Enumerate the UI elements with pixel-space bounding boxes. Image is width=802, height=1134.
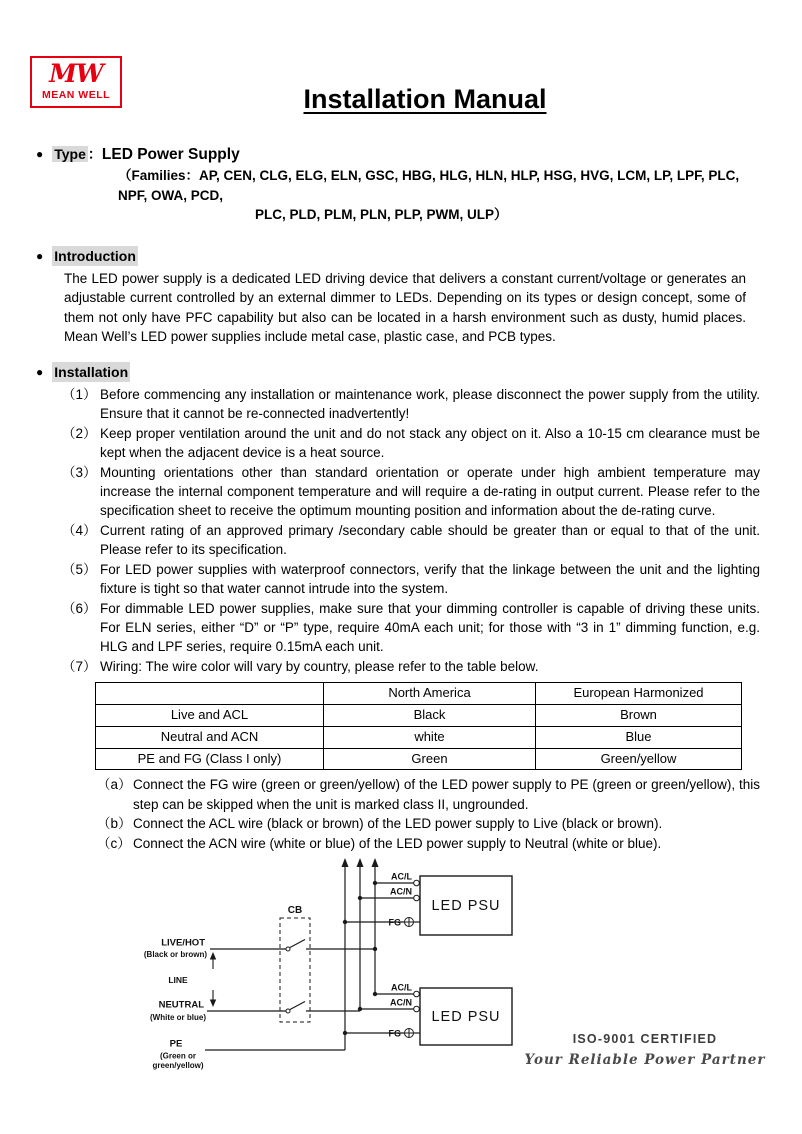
installation-items [0, 385, 802, 677]
type-section [36, 144, 802, 166]
sub-step [97, 814, 760, 833]
item-text: Wiring: The wire color will vary by country, please refer to the table below. [100, 658, 539, 674]
terminal-acl-label-1: AC/L [391, 871, 412, 882]
installation-heading-row [36, 362, 802, 382]
introduction-heading-row [36, 246, 802, 266]
pe-sublabel-2: green/yellow) [152, 1060, 204, 1070]
live-sublabel: (Black or brown) [143, 949, 207, 959]
line-voltage-arrows [210, 952, 216, 1007]
led-psu-label-1: LED PSU [431, 897, 501, 914]
meanwell-logo-brand: MEAN WELL [41, 88, 111, 101]
table-header-row [96, 683, 742, 705]
iso-certified-text: ISO-9001 CERTIFIED [572, 1032, 718, 1046]
neutral-sublabel: (White or blue) [150, 1012, 206, 1022]
terminal-fg-label-1: FG [388, 917, 401, 928]
conductor-lines [205, 883, 420, 1050]
pe-label: PE [169, 1038, 183, 1050]
sub-step [97, 834, 760, 853]
item-number: （5） [62, 561, 97, 577]
installation-heading: Installation [52, 362, 130, 382]
table-cell: PE and FG (Class I only) [96, 748, 324, 770]
sub-step-number: （a） [97, 777, 132, 793]
table-row [96, 726, 742, 748]
terminal-acn-label-2: AC/N [390, 997, 412, 1008]
type-separator: ： [87, 145, 102, 162]
table-cell: white [324, 726, 536, 748]
table-row [96, 705, 742, 727]
wiring-sub-steps [97, 775, 760, 853]
sub-step-number: （c） [97, 835, 131, 851]
terminal-fg-label-2: FG [388, 1028, 401, 1039]
introduction-heading: Introduction [52, 246, 138, 266]
table-cell: Neutral and ACN [96, 726, 324, 748]
installation-item [62, 657, 760, 676]
page-title: Installation Manual [303, 84, 547, 114]
installation-item [62, 599, 760, 657]
footer [522, 1030, 768, 1070]
sub-step-text: Connect the ACN wire (white or blue) of the LED power supply to Neutral (white or blue). [133, 835, 662, 851]
introduction-body: The LED power supply is a dedicated LED driving device that delivers a constant current/voltage or generates an adjustable current controlled by an external dimmer to LEDs. Depending on its types or design concept, some of them not only have PFC capability but also can be located in a harsh environment such as dusty, humid places. Mean Well’s LED power supplies include metal case, plastic case, and PCB types. [64, 270, 746, 345]
item-number: （7） [62, 658, 97, 674]
terminal-circles [286, 880, 419, 1013]
families-prefix: （Families： [118, 168, 200, 184]
column-header [96, 683, 324, 705]
item-text: Mounting orientations other than standard orientation or operate under high ambient temperature may increase the internal component temperature and will require a de-rating in output current. Please refer to the specification sheet to receive the optimum mounting position and information about the de-rating curve. [100, 464, 760, 519]
table-cell: Live and ACL [96, 705, 324, 727]
sub-step-number: （b） [97, 816, 132, 832]
sub-step-text: Connect the FG wire (green or green/yellow) of the LED power supply to PE (green or green/yellow), this step can be skipped when the unit is marked class II, ungrounded. [133, 777, 760, 812]
table-cell: Green/yellow [536, 748, 742, 770]
column-header: North America [324, 683, 536, 705]
neutral-label: NEUTRAL [158, 999, 204, 1011]
bus-lines [345, 866, 375, 1050]
sub-step [97, 775, 760, 814]
sub-step-text: Connect the ACL wire (black or brown) of the LED power supply to Live (black or brown). [133, 816, 663, 832]
pe-sublabel-1: (Green or [159, 1051, 197, 1061]
table-cell: Brown [536, 705, 742, 727]
installation-item [62, 385, 760, 424]
live-label: LIVE/HOT [161, 937, 205, 949]
bus-arrowheads [342, 858, 379, 867]
wire-color-table [95, 682, 742, 770]
item-number: （6） [62, 600, 97, 616]
brand-tagline: Your Reliable Power Partner [524, 1052, 766, 1068]
families-line1: AP, CEN, CLG, ELG, ELN, GSC, HBG, HLG, HLN, HLP, HSG, HVG, LCM, LP, LPF, PLC, NPF, OWA, PCD, [118, 168, 740, 203]
installation-item [62, 560, 760, 599]
item-text: For LED power supplies with waterproof connectors, verify that the linkage between the unit and the lighting fixture is tight so that water cannot intrude into the system. [100, 561, 760, 597]
terminal-acl-label-2: AC/L [391, 982, 412, 993]
item-text: Before commencing any installation or maintenance work, please disconnect the power supply from the utility. Ensure that it cannot be re-connected inadvertently! [100, 386, 760, 422]
terminal-acn-label-1: AC/N [390, 886, 412, 897]
installation-item [62, 463, 760, 521]
table-cell: Blue [536, 726, 742, 748]
families-list [118, 166, 772, 224]
installation-item [62, 424, 760, 463]
table-row [96, 748, 742, 770]
table-cell: Green [324, 748, 536, 770]
line-label: LINE [168, 974, 188, 985]
item-number: （3） [62, 464, 97, 480]
bullet-icon: ● [36, 364, 44, 379]
meanwell-logo [30, 56, 122, 108]
item-number: （1） [62, 386, 97, 402]
cb-label: CB [287, 904, 303, 916]
item-text: For dimmable LED power supplies, make sure that your dimming controller is capable of driving these units. For ELN series, either “D” or “P” type, require 40mA each unit; for those with “3 in 1” dimming function, e.g. HLG and LPF series, require 0.15mA each unit. [100, 600, 760, 655]
installation-item [62, 521, 760, 560]
item-text: Current rating of an approved primary /secondary cable should be greater than or equal to that of the unit. Please refer to its specification. [100, 522, 760, 558]
item-number: （4） [62, 522, 97, 538]
meanwell-logo-mark: MW [49, 58, 103, 88]
item-number: （2） [62, 425, 97, 441]
bullet-icon: ● [36, 146, 44, 161]
table-cell: Black [324, 705, 536, 727]
led-psu-label-2: LED PSU [431, 1008, 501, 1025]
families-line2: PLC, PLD, PLM, PLN, PLP, PWM, ULP） [255, 207, 508, 223]
item-text: Keep proper ventilation around the unit and do not stack any object on it. Also a 10-15 cm clearance must be kept when the adjacent device is a heat source. [100, 425, 760, 461]
type-label: Type [54, 145, 86, 162]
ground-symbol-icon [405, 917, 414, 1037]
bullet-icon: ● [36, 248, 44, 263]
column-header: European Harmonized [536, 683, 742, 705]
type-value: LED Power Supply [101, 145, 240, 163]
